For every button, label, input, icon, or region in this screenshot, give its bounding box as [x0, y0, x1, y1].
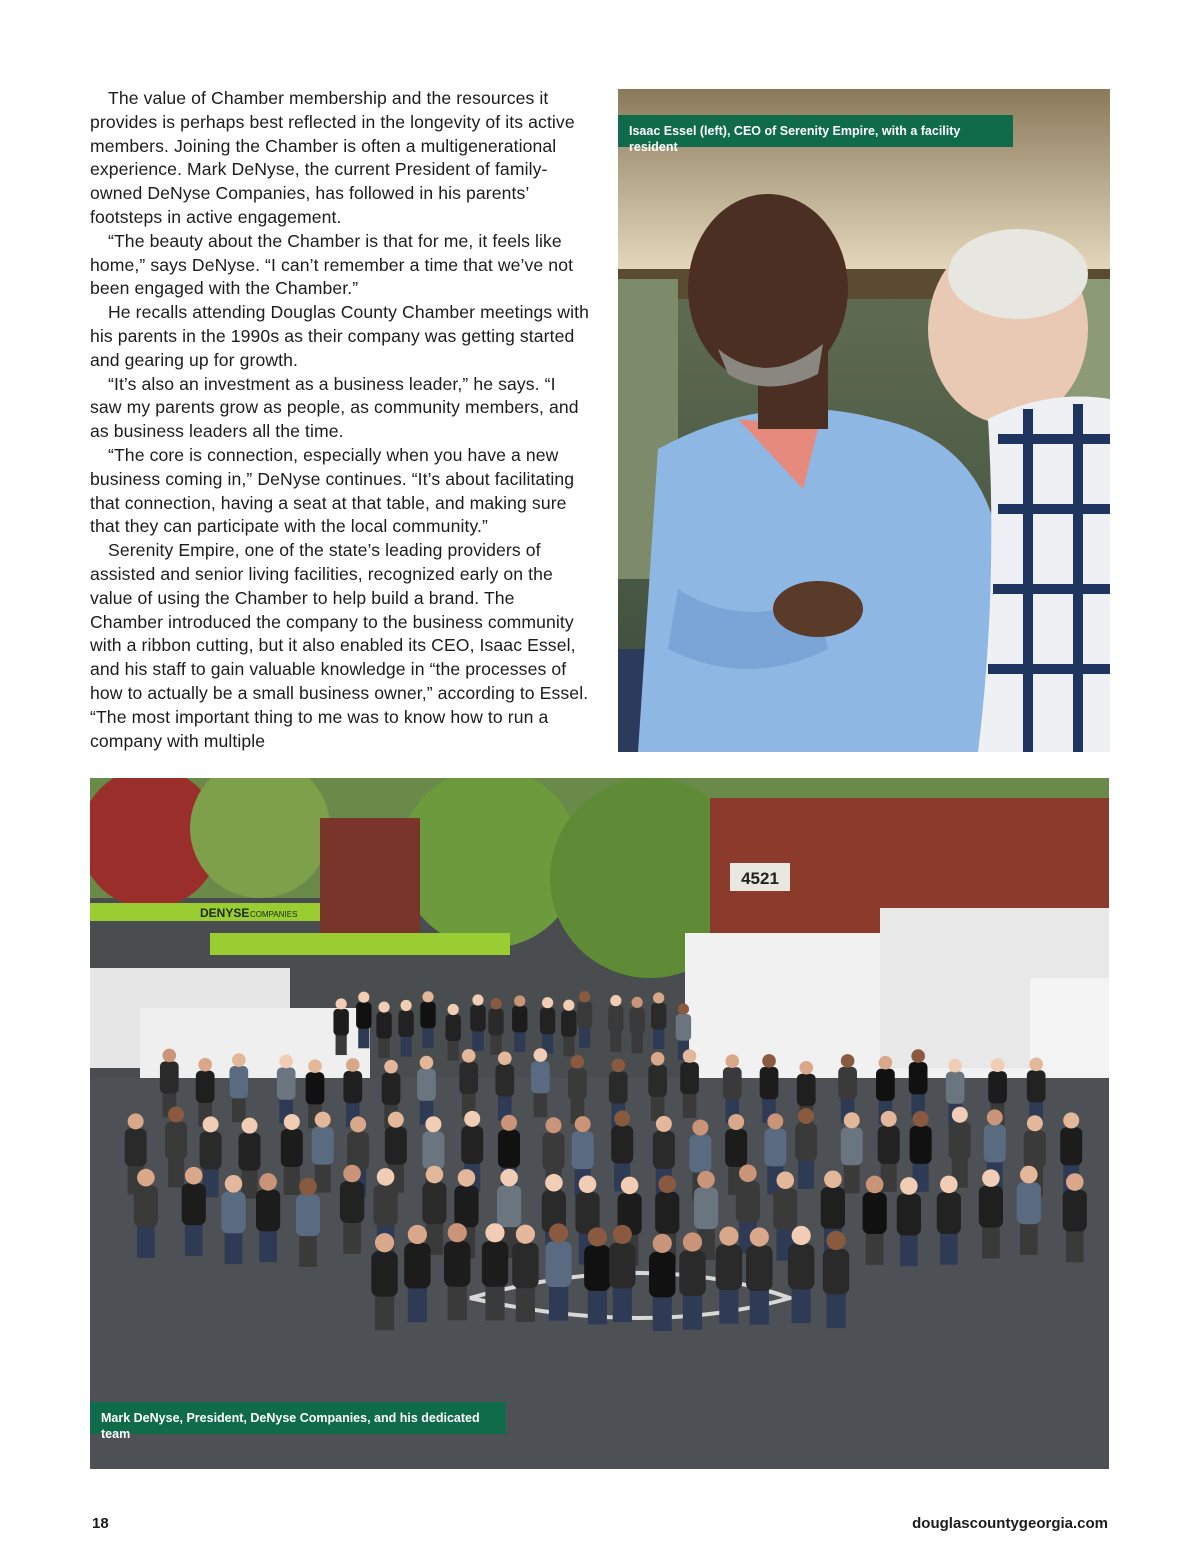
- team-member-head: [225, 1175, 243, 1193]
- team-member-head: [900, 1177, 918, 1195]
- team-member-legs: [1020, 1222, 1038, 1255]
- team-member-head: [948, 1059, 962, 1073]
- team-member-legs: [683, 1294, 702, 1330]
- team-member-head: [232, 1053, 246, 1067]
- team-member-body: [542, 1132, 564, 1170]
- crane-brand-sub: COMPANIES: [250, 910, 298, 919]
- team-member-body: [134, 1185, 158, 1227]
- team-member-head: [358, 992, 369, 1003]
- team-member-head: [653, 992, 664, 1003]
- team-member-head: [952, 1107, 968, 1123]
- team-member-legs: [719, 1288, 738, 1324]
- team-member-head: [575, 1116, 591, 1132]
- team-member-head: [1029, 1057, 1043, 1071]
- team-member-body: [422, 1131, 444, 1169]
- team-member-legs: [516, 1286, 535, 1322]
- team-member-legs: [866, 1232, 884, 1265]
- team-member-body: [655, 1192, 679, 1234]
- team-member-body: [680, 1062, 699, 1094]
- team-member-head: [203, 1116, 219, 1132]
- team-member-head: [982, 1169, 1000, 1187]
- team-member-head: [162, 1049, 176, 1063]
- team-member-legs: [422, 1027, 433, 1048]
- team-member-head: [500, 1169, 518, 1187]
- team-member-body: [572, 1131, 594, 1169]
- team-member-body: [306, 1072, 325, 1104]
- team-member-body: [385, 1127, 407, 1165]
- team-member-head: [621, 1177, 639, 1195]
- team-member-body: [1017, 1182, 1041, 1224]
- team-member-head: [516, 1225, 535, 1244]
- team-member-body: [277, 1067, 296, 1099]
- team-member-body: [470, 1005, 485, 1032]
- team-member-legs: [632, 1033, 643, 1054]
- team-member-body: [629, 1007, 644, 1034]
- team-member-head: [653, 1234, 672, 1253]
- team-member-body: [648, 1065, 667, 1097]
- team-member-body: [422, 1182, 446, 1224]
- team-member-body: [795, 1123, 817, 1161]
- team-member-legs: [610, 1031, 621, 1052]
- paragraph-2: “The beauty about the Chamber is that for me, it feels like home,” says DeNyse. “I can’t remember a time that we’ve not been engaged with the Chamber.”: [90, 230, 574, 299]
- team-member-body: [984, 1124, 1006, 1162]
- paragraph-4: “It’s also an investment as a business leader,” he says. “I saw my parents grow as people, as community members, and as business leaders all the time.: [90, 373, 579, 442]
- crane-brand: DENYSE: [200, 906, 250, 920]
- team-member-body: [497, 1185, 521, 1227]
- team-member-body: [445, 1014, 460, 1041]
- team-member-legs: [185, 1223, 203, 1256]
- team-member-head: [308, 1059, 322, 1073]
- team-member-body: [512, 1006, 527, 1033]
- team-member-body: [988, 1071, 1007, 1103]
- team-member-legs: [408, 1286, 427, 1322]
- team-member-body: [482, 1241, 508, 1287]
- page-number: 18: [92, 1515, 109, 1532]
- team-member-body: [773, 1188, 797, 1230]
- team-member-body: [609, 1243, 635, 1289]
- team-member-body: [651, 1003, 666, 1030]
- team-member-legs: [137, 1225, 155, 1258]
- team-member-legs: [375, 1294, 394, 1330]
- team-member-body: [609, 1071, 628, 1103]
- paragraph-1: The value of Chamber membership and the resources it provides is perhaps best reflected in the longevity of its active members. Joining the Chamber is often a multigenerational experience. Mark DeNyse, the current President of family-owned DeNyse Companies, has followed in his parents’ footsteps in active engagement.: [90, 88, 575, 227]
- team-member-body: [404, 1243, 430, 1289]
- team-member-body: [676, 1014, 691, 1041]
- team-member-head: [991, 1058, 1005, 1072]
- team-photo: [90, 778, 1109, 1469]
- team-member-body: [910, 1126, 932, 1164]
- team-member-legs: [798, 1159, 814, 1189]
- team-member-body: [863, 1192, 887, 1234]
- team-member-head: [185, 1167, 203, 1185]
- team-member-body: [946, 1072, 965, 1104]
- team-member-head: [425, 1116, 441, 1132]
- team-member-head: [750, 1227, 769, 1246]
- team-member-body: [498, 1130, 520, 1168]
- team-photo-illustration: [90, 778, 1109, 1469]
- team-member-body: [760, 1067, 779, 1099]
- team-member-body: [356, 1002, 371, 1029]
- team-member-legs: [588, 1288, 607, 1324]
- team-member-head: [987, 1109, 1003, 1125]
- team-member-head: [462, 1049, 476, 1063]
- team-member-head: [728, 1114, 744, 1130]
- team-member-body: [376, 1012, 391, 1039]
- team-member-legs: [1066, 1229, 1084, 1262]
- team-member-body: [1063, 1190, 1087, 1232]
- team-member-head: [719, 1226, 738, 1245]
- team-member-head: [137, 1169, 155, 1187]
- team-member-body: [909, 1062, 928, 1094]
- team-member-head: [563, 1000, 574, 1011]
- team-member-body: [937, 1192, 961, 1234]
- team-member-head: [697, 1171, 715, 1189]
- team-member-head: [401, 1000, 412, 1011]
- team-member-legs: [259, 1229, 277, 1262]
- team-member-legs: [982, 1225, 1000, 1258]
- team-member-head: [259, 1173, 277, 1191]
- team-member-legs: [336, 1034, 347, 1055]
- team-member-head: [656, 1116, 672, 1132]
- team-member-body: [716, 1244, 742, 1290]
- team-member-body: [296, 1194, 320, 1236]
- team-member-legs: [844, 1163, 860, 1193]
- team-member-body: [797, 1074, 816, 1106]
- team-member-head: [792, 1226, 811, 1245]
- team-member-body: [1060, 1127, 1082, 1165]
- team-member-head: [725, 1054, 739, 1068]
- team-member-head: [799, 1061, 813, 1075]
- team-member-legs: [401, 1036, 412, 1057]
- team-member-body: [420, 1002, 435, 1029]
- team-member-head: [579, 1175, 597, 1193]
- team-member-body: [229, 1066, 248, 1098]
- team-member-legs: [168, 1157, 184, 1187]
- team-member-body: [949, 1122, 971, 1160]
- team-member-head: [826, 1231, 845, 1250]
- team-member-body: [333, 1009, 348, 1036]
- team-member-body: [823, 1249, 849, 1295]
- team-member-head: [448, 1004, 459, 1015]
- team-member-body: [649, 1252, 675, 1298]
- team-member-body: [689, 1134, 711, 1172]
- team-member-head: [422, 991, 433, 1002]
- team-member-head: [588, 1227, 607, 1246]
- team-member-body: [495, 1064, 514, 1096]
- team-member-head: [651, 1052, 665, 1066]
- team-member-legs: [490, 1034, 501, 1055]
- team-member-head: [866, 1176, 884, 1194]
- team-member-head: [542, 997, 553, 1008]
- team-member-legs: [683, 1093, 697, 1119]
- team-member-head: [384, 1060, 398, 1074]
- team-member-head: [420, 1056, 434, 1070]
- team-member-legs: [900, 1233, 918, 1266]
- team-member-body: [568, 1068, 587, 1100]
- team-member-body: [841, 1127, 863, 1165]
- team-member-head: [350, 1116, 366, 1132]
- team-member-body: [256, 1190, 280, 1232]
- team-member-head: [168, 1106, 184, 1122]
- footer-website: douglascountygeorgia.com: [912, 1515, 1108, 1532]
- team-member-body: [461, 1126, 483, 1164]
- team-member-legs: [225, 1231, 243, 1264]
- team-member-head: [579, 991, 590, 1002]
- team-member-legs: [826, 1292, 845, 1328]
- team-member-head: [299, 1178, 317, 1196]
- team-member-head: [242, 1118, 258, 1134]
- team-member-legs: [232, 1097, 246, 1123]
- team-member-body: [788, 1244, 814, 1290]
- team-member-body: [239, 1133, 261, 1171]
- team-member-head: [378, 1001, 389, 1012]
- team-member-head: [388, 1112, 404, 1128]
- team-member-body: [459, 1062, 478, 1094]
- team-member-legs: [563, 1035, 574, 1056]
- team-member-head: [377, 1168, 395, 1186]
- team-member-body: [347, 1131, 369, 1169]
- team-member-body: [611, 1125, 633, 1163]
- team-member-legs: [299, 1234, 317, 1267]
- team-member-head: [128, 1113, 144, 1129]
- team-member-legs: [549, 1285, 568, 1321]
- team-member-head: [913, 1111, 929, 1127]
- team-member-head: [375, 1233, 394, 1252]
- team-member-head: [614, 1110, 630, 1126]
- team-member-legs: [343, 1221, 361, 1254]
- team-member-head: [464, 1111, 480, 1127]
- building-number: 4521: [741, 869, 779, 888]
- team-member-head: [683, 1232, 702, 1251]
- team-member-legs: [792, 1287, 811, 1323]
- photo-caption-bottom: Mark DeNyse, President, DeNyse Companies, and his dedicated team: [90, 1402, 506, 1434]
- team-member-head: [571, 1055, 585, 1069]
- team-member-body: [561, 1010, 576, 1037]
- team-member-body: [165, 1121, 187, 1159]
- team-member-legs: [284, 1165, 300, 1195]
- team-member-legs: [448, 1284, 467, 1320]
- team-member-head: [1027, 1115, 1043, 1131]
- team-member-legs: [485, 1284, 504, 1320]
- team-member-body: [736, 1181, 760, 1223]
- team-member-body: [196, 1071, 215, 1103]
- team-member-head: [284, 1114, 300, 1130]
- team-member-head: [343, 1165, 361, 1183]
- team-member-legs: [881, 1162, 897, 1192]
- team-member-body: [725, 1129, 747, 1167]
- team-member-legs: [653, 1028, 664, 1049]
- team-member-head: [1020, 1166, 1038, 1184]
- team-member-legs: [750, 1289, 769, 1325]
- team-member-legs: [358, 1027, 369, 1048]
- team-member-body: [897, 1194, 921, 1236]
- team-member-head: [490, 998, 501, 1009]
- team-member-body: [679, 1250, 705, 1296]
- team-member-head: [824, 1171, 842, 1189]
- team-member-head: [762, 1054, 776, 1068]
- team-member-body: [512, 1243, 538, 1289]
- team-member-body: [694, 1187, 718, 1229]
- team-member-head: [534, 1048, 548, 1062]
- team-member-head: [485, 1223, 504, 1242]
- team-member-head: [841, 1054, 855, 1068]
- team-member-head: [632, 997, 643, 1008]
- team-member-head: [767, 1113, 783, 1129]
- team-member-head: [658, 1175, 676, 1193]
- team-member-body: [1027, 1070, 1046, 1102]
- team-member-body: [764, 1128, 786, 1166]
- team-member-body: [371, 1251, 397, 1297]
- team-member-head: [844, 1112, 860, 1128]
- team-member-head: [448, 1223, 467, 1242]
- team-member-body: [1024, 1130, 1046, 1168]
- team-member-head: [198, 1058, 212, 1072]
- team-member-head: [279, 1055, 293, 1069]
- team-member-legs: [472, 1030, 483, 1051]
- team-member-head: [879, 1056, 893, 1070]
- team-member-head: [881, 1111, 897, 1127]
- team-member-legs: [315, 1163, 331, 1193]
- team-member-body: [746, 1245, 772, 1291]
- team-member-body: [608, 1006, 623, 1033]
- team-member-body: [444, 1241, 470, 1287]
- team-member-body: [382, 1073, 401, 1105]
- team-member-body: [182, 1183, 206, 1225]
- team-member-body: [398, 1010, 413, 1037]
- article-body: [90, 87, 590, 753]
- team-member-body: [540, 1008, 555, 1035]
- team-member-head: [798, 1108, 814, 1124]
- team-member-body: [454, 1186, 478, 1228]
- team-member-body: [723, 1067, 742, 1099]
- team-member-head: [472, 994, 483, 1005]
- team-member-head: [346, 1058, 360, 1072]
- team-member-legs: [448, 1040, 459, 1061]
- team-member-body: [577, 1002, 592, 1029]
- team-member-head: [408, 1225, 427, 1244]
- team-member-head: [683, 1049, 697, 1063]
- team-member-body: [221, 1192, 245, 1234]
- team-member-head: [611, 1059, 625, 1073]
- team-member-body: [838, 1067, 857, 1099]
- team-member-body: [160, 1061, 179, 1093]
- team-member-head: [498, 1051, 512, 1065]
- team-member-legs: [940, 1232, 958, 1265]
- essel-photo: [618, 89, 1110, 752]
- team-member-head: [514, 995, 525, 1006]
- team-member-head: [549, 1223, 568, 1242]
- team-member-head: [610, 995, 621, 1006]
- team-member-body: [878, 1126, 900, 1164]
- team-member-legs: [534, 1092, 548, 1118]
- team-member-body: [343, 1071, 362, 1103]
- team-member-head: [458, 1169, 476, 1187]
- team-member-head: [692, 1119, 708, 1135]
- team-member-body: [488, 1009, 503, 1036]
- team-member-legs: [613, 1286, 632, 1322]
- team-member-legs: [514, 1031, 525, 1052]
- team-member-body: [531, 1061, 550, 1093]
- team-member-head: [501, 1115, 517, 1131]
- team-member-head: [545, 1174, 563, 1192]
- team-member-body: [979, 1186, 1003, 1228]
- team-member-head: [940, 1176, 958, 1194]
- team-member-body: [417, 1069, 436, 1101]
- team-member-body: [373, 1185, 397, 1227]
- team-member-body: [200, 1131, 222, 1169]
- team-member-head: [1063, 1112, 1079, 1128]
- team-member-head: [426, 1166, 444, 1184]
- team-member-legs: [653, 1295, 672, 1331]
- team-member-body: [653, 1131, 675, 1169]
- team-member-body: [125, 1128, 147, 1166]
- team-member-head: [315, 1112, 331, 1128]
- paragraph-5: “The core is connection, especially when you have a new business coming in,” DeNyse continues. “It’s about facilitating that connection, having a seat at that table, and making sure that they can participate with the local community.”: [90, 444, 575, 537]
- team-member-body: [545, 1241, 571, 1287]
- paragraph-3: He recalls attending Douglas County Chamber meetings with his parents in the 1990s as their company was getting started and gearing up for growth.: [90, 302, 589, 370]
- team-member-head: [336, 998, 347, 1009]
- essel-photo-illustration: [618, 89, 1110, 752]
- team-member-head: [776, 1171, 794, 1189]
- team-member-body: [340, 1181, 364, 1223]
- team-member-legs: [579, 1027, 590, 1048]
- team-member-body: [876, 1069, 895, 1101]
- team-member-body: [584, 1245, 610, 1291]
- team-member-head: [545, 1117, 561, 1133]
- paragraph-6: Serenity Empire, one of the state’s leading providers of assisted and senior living facilities, recognized early on the value of using the Chamber to help build a brand. The Chamber introduced the company to the business community with a ribbon cutting, but it also enabled its CEO, Isaac Essel, and his staff to gain valuable knowledge in “the processes of how to actually be a small business owner,” according to Essel. “The most important thing to me was to know how to run a company with multiple: [90, 540, 589, 751]
- team-member-legs: [378, 1037, 389, 1058]
- team-member-head: [678, 1003, 689, 1014]
- team-member-head: [1066, 1173, 1084, 1191]
- team-member-head: [911, 1049, 925, 1063]
- team-member-body: [312, 1127, 334, 1165]
- team-member-body: [281, 1129, 303, 1167]
- team-member-body: [821, 1187, 845, 1229]
- team-member-head: [613, 1225, 632, 1244]
- photo-caption-top: Isaac Essel (left), CEO of Serenity Empire, with a facility resident: [618, 115, 1013, 147]
- team-member-head: [739, 1165, 757, 1183]
